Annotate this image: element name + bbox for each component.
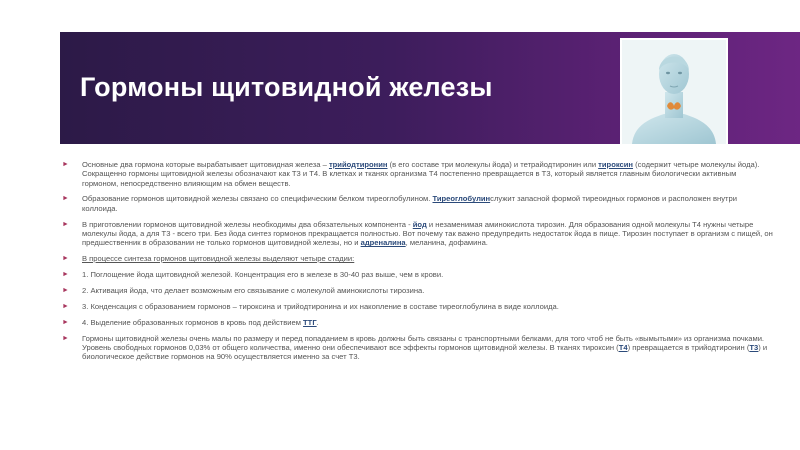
bullet-arrow-icon: ► — [62, 302, 69, 310]
text-run: В приготовлении гормонов щитовидной железы необходимы два обязательных компонента - — [82, 219, 413, 229]
text-run: и незаменимая аминокислота тирозин. Для образования одной молекулы Т4 нужны четыре молекулы йода, а для Т3 - всего три. Без йода синтез гормонов прекращается полностью. Вот почему так важно предупредить недостаток йода в пище. Тирозин поступает в организм с пищей, он предшественник в образовании не только гормонов щитовидной железы, но и — [82, 219, 773, 248]
list-item — [62, 318, 774, 327]
thyroid-figure-icon — [622, 40, 726, 144]
link-triiodothyronine[interactable]: трийодтиронин — [328, 160, 388, 169]
slide-title: Гормоны щитовидной железы — [80, 72, 493, 102]
thyroid-anatomy-illustration — [622, 40, 726, 144]
bullet-arrow-icon: ► — [62, 161, 69, 168]
bullet-arrow-icon: ► — [62, 220, 69, 228]
text-run: . — [316, 317, 319, 327]
bullet-arrow-icon: ► — [62, 286, 69, 294]
text-run: Образование гормонов щитовидной железы связано со специфическим белком тиреоглобулином. — [82, 194, 433, 204]
slide-body — [62, 160, 774, 368]
stages-heading: В процессе синтеза гормонов щитовидной железы выделяют четыре стадии: — [82, 254, 355, 264]
bullet-arrow-icon: ► — [62, 334, 69, 342]
text-run: (в его составе три молекулы йода) и тетрайодтиронин или — [387, 160, 599, 169]
text-run: 3. Конденсация с образованием гормонов – тироксина и трийодтиронина и их накопление в составе тиреоглобулина в виде коллоида. — [82, 301, 559, 311]
link-thyroxine[interactable]: тироксин — [598, 160, 634, 169]
list-item — [62, 194, 774, 213]
list-item — [62, 286, 774, 295]
text-run: 1. Поглощение йода щитовидной железой. Концентрация его в железе в 30-40 раз выше, чем в крови. — [82, 270, 444, 279]
text-run: Гормоны щитовидной железы очень малы по размеру и перед попаданием в кровь должны быть связаны с транспортными белками, для того чтоб не быть «вымытыми» из организма почками. Уровень свободных гормонов 0,03% от общего количества, именно они обеспечивают все эффекты гормонов щитовидной железы. В тканях тироксин ( — [82, 333, 765, 352]
bullet-arrow-icon: ► — [62, 195, 69, 203]
link-thyroglobulin[interactable]: Тиреоглобулин — [432, 194, 491, 204]
text-run: (содержит четыре молекулы йода). Сокращенно гормоны щитовидной железы обозначают как Т3 и Т4. В клетках и тканях организма Т4 постепенно превращается в Т3, который является главным биологически активным гормоном, непосредственно влияющим на обмен веществ. — [82, 160, 760, 188]
link-t4[interactable]: Т4 — [618, 343, 628, 352]
text-run: ) превращается в трийодтиронин ( — [627, 343, 750, 352]
text-run: 4. Выделение образованных гормонов в кровь под действием — [82, 317, 304, 327]
list-item — [62, 302, 774, 311]
list-item — [62, 270, 774, 279]
text-run: , меланина, дофамина. — [405, 238, 488, 248]
bullet-arrow-icon: ► — [62, 318, 69, 326]
text-run: служит запасной формой тиреоидных гормонов и расположен внутри коллоида. — [82, 194, 737, 213]
text-run: Основные два гормона которые вырабатывает щитовидная железа – — [82, 160, 329, 169]
link-tsh[interactable]: ТТГ — [303, 317, 317, 327]
bullet-arrow-icon: ► — [62, 271, 69, 278]
text-run: ) и биологическое действие гормонов на 90% осуществляется именно за счет Т3. — [82, 343, 768, 362]
bullet-arrow-icon: ► — [62, 255, 69, 263]
list-item — [62, 334, 774, 362]
link-iodine[interactable]: йод — [412, 219, 427, 229]
link-adrenaline[interactable]: адреналина — [360, 238, 406, 248]
list-item — [62, 160, 774, 188]
link-t3[interactable]: Т3 — [749, 343, 759, 352]
list-item — [62, 254, 774, 263]
list-item — [62, 220, 774, 248]
text-run: 2. Активация йода, что делает возможным его связывание с молекулой аминокислоты тирозина. — [82, 285, 425, 295]
